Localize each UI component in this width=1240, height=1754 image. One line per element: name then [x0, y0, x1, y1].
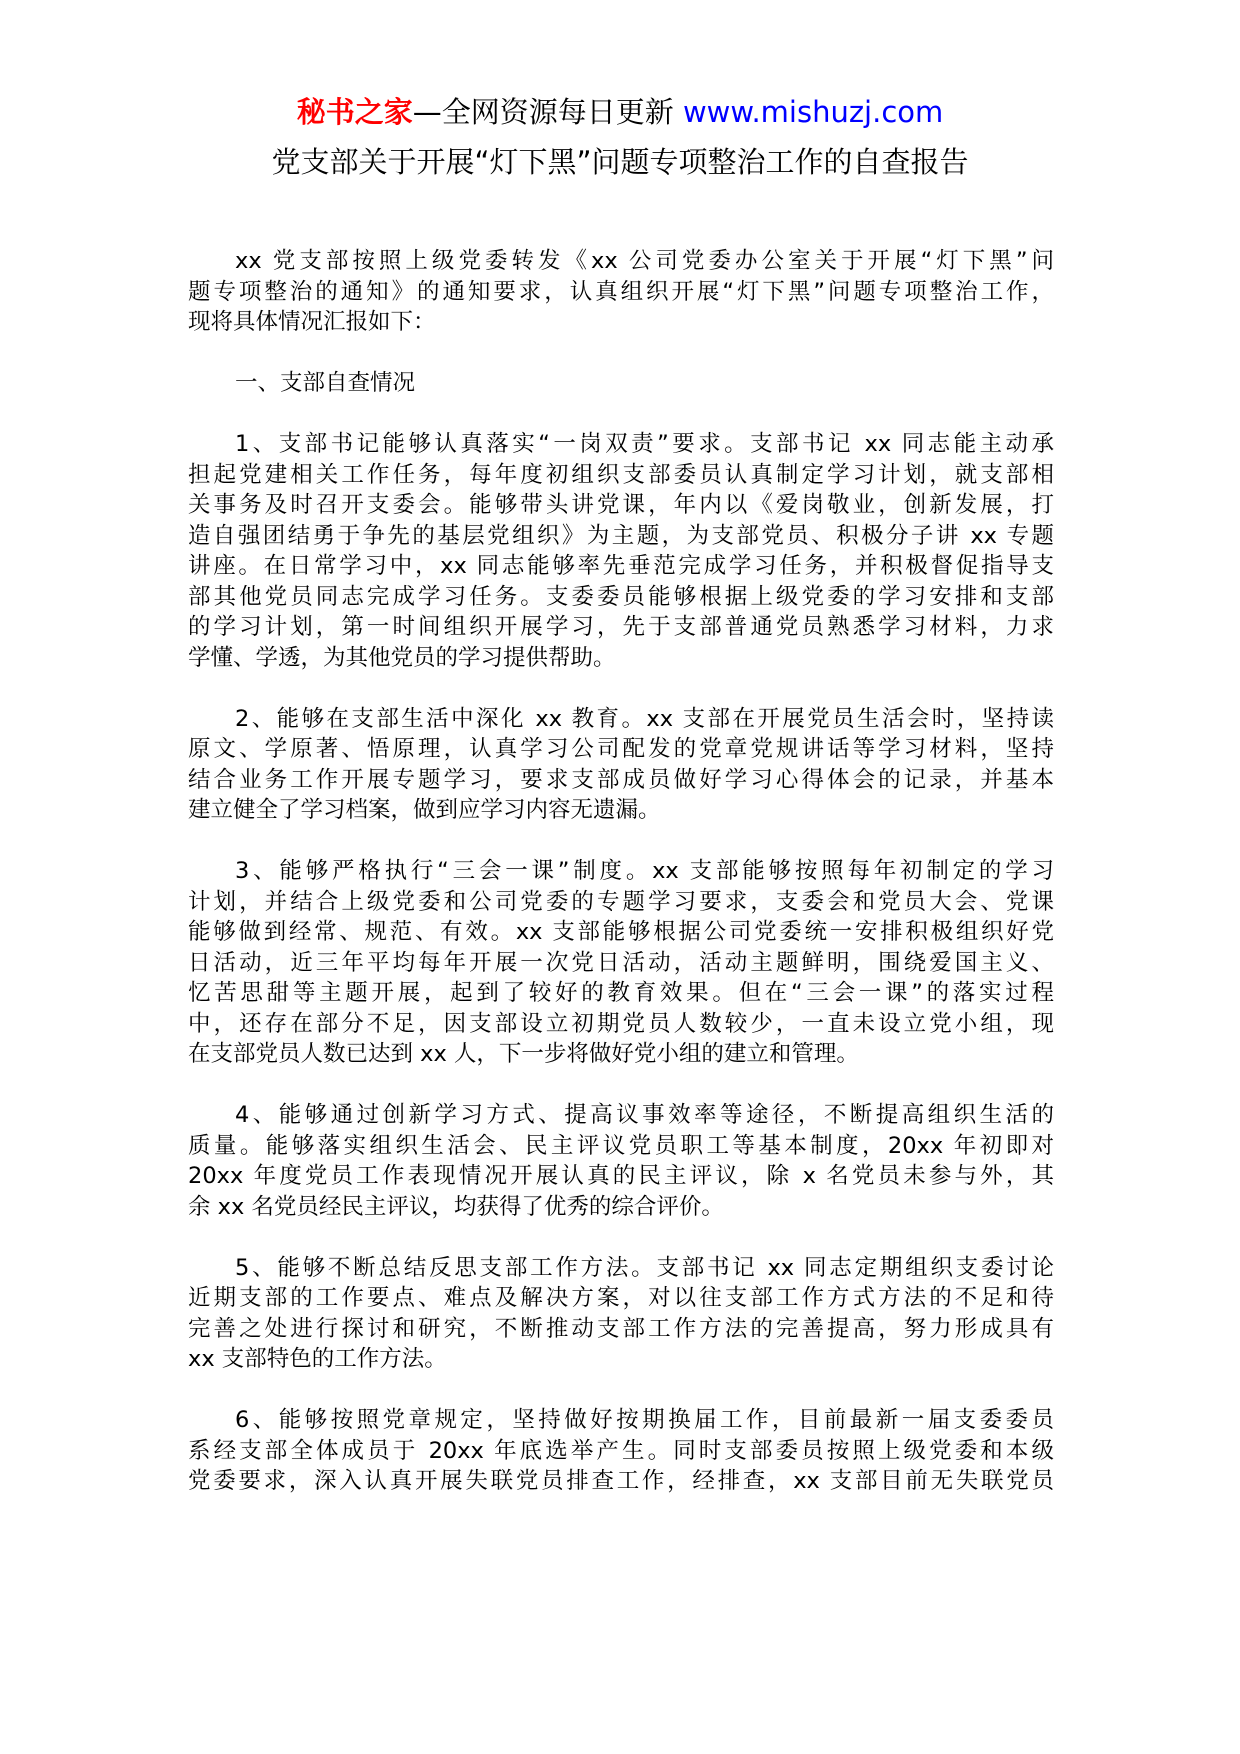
text-line: xx 支部特色的工作方法。 [188, 1346, 447, 1372]
item-5-paragraph [188, 1253, 1054, 1375]
text-line: 学懂、学透，为其他党员的学习提供帮助。 [188, 644, 616, 671]
brand-name: 秘书之家 [296, 95, 413, 129]
paragraph-spacer [188, 1375, 1054, 1406]
text-line: 系经支部全体成员于 20xx 年底选举产生。同时支部委员按照上级党委和本级 [188, 1437, 1054, 1464]
text-line: 2、能够在支部生活中深化 xx 教育。xx 支部在开展党员生活会时，坚持读 [235, 705, 1054, 732]
text-line: 关事务及时召开支委会。能够带头讲党课，年内以《爱岗敬业，创新发展，打 [188, 492, 1054, 518]
text-line: 20xx 年度党员工作表现情况开展认真的民主评议，除 x 名党员未参与外，其 [188, 1163, 1054, 1189]
text-line: 题专项整治的通知》的通知要求，认真组织开展“灯下黑”问题专项整治工作， [188, 278, 1054, 305]
text-line: 原文、学原著、悟原理，认真学习公司配发的党章党规讲话等学习材料，坚持 [188, 736, 1054, 762]
text-line: 完善之处进行探讨和研究，不断推动支部工作方法的完善提高，努力形成具有 [188, 1315, 1054, 1342]
section-heading [188, 368, 1054, 399]
document-body [188, 246, 1054, 1497]
text-line: 4、能够通过创新学习方式、提高议事效率等途径，不断提高组织生活的 [235, 1102, 1054, 1128]
text-line: 一、支部自查情况 [235, 370, 416, 396]
text-line: 现将具体情况汇报如下： [188, 309, 436, 335]
text-line: 日活动，近三年平均每年开展一次党日活动，活动主题鲜明，围绕爱国主义、 [188, 949, 1054, 976]
text-line: 中，还存在部分不足，因支部设立初期党员人数较少，一直未设立党小组，现 [188, 1010, 1054, 1037]
text-line: 党委要求，深入认真开展失联党员排查工作，经排查，xx 支部目前无失联党员 [188, 1468, 1054, 1494]
text-line: 担起党建相关工作任务，每年度初组织支部委员认真制定学习计划，就支部相 [188, 461, 1054, 488]
text-line: 近期支部的工作要点、难点及解决方案，对以往支部工作方式方法的不足和待 [188, 1285, 1054, 1311]
text-line: xx 党支部按照上级党委转发《xx 公司党委办公室关于开展“灯下黑”问 [235, 248, 1054, 274]
text-line: 的学习计划，第一时间组织开展学习，先于支部普通党员熟悉学习材料，力求 [188, 614, 1054, 640]
paragraph-spacer [188, 673, 1054, 704]
text-line: 余 xx 名党员经民主评议，均获得了优秀的综合评价。 [188, 1193, 724, 1220]
paragraph-spacer [188, 338, 1054, 369]
text-line: 质量。能够落实组织生活会、民主评议党员职工等基本制度，20xx 年初即对 [188, 1132, 1054, 1159]
text-line: 1、支部书记能够认真落实“一岗双责”要求。支部书记 xx 同志能主动承 [235, 431, 1054, 457]
text-line: 6、能够按照党章规定，坚持做好按期换届工作，目前最新一届支委委员 [235, 1407, 1054, 1433]
paragraph-spacer [188, 1070, 1054, 1101]
paragraph-spacer [188, 1222, 1054, 1253]
text-line: 忆苦思甜等主题开展，起到了较好的教育效果。但在“三会一课”的落实过程 [188, 980, 1054, 1006]
text-line: 部其他党员同志完成学习任务。支委委员能够根据上级党委的学习安排和支部 [188, 583, 1054, 610]
intro-paragraph [188, 246, 1054, 338]
text-line: 建立健全了学习档案，做到应学习内容无遗漏。 [188, 797, 661, 823]
item-4-paragraph [188, 1100, 1054, 1222]
text-line: 计划，并结合上级党委和公司党委的专题学习要求，支委会和党员大会、党课 [188, 888, 1054, 915]
item-6-paragraph [188, 1405, 1054, 1497]
text-line: 5、能够不断总结反思支部工作方法。支部书记 xx 同志定期组织支委讨论 [235, 1254, 1054, 1281]
text-line: 3、能够严格执行“三会一课”制度。xx 支部能够按照每年初制定的学习 [235, 858, 1054, 884]
text-line: 在支部党员人数已达到 xx 人，下一步将做好党小组的建立和管理。 [188, 1041, 859, 1067]
site-url-link[interactable]: www.mishuzj.com [682, 95, 944, 129]
document-title: 党支部关于开展“灯下黑”问题专项整治工作的自查报告 [271, 145, 969, 179]
paragraph-spacer [188, 826, 1054, 857]
item-2-paragraph [188, 704, 1054, 826]
banner-slogan: —全网资源每日更新 [412, 95, 683, 129]
item-3-paragraph [188, 856, 1054, 1070]
item-1-paragraph [188, 429, 1054, 673]
paragraph-spacer [188, 399, 1054, 430]
text-line: 造自强团结勇于争先的基层党组织》为主题，为支部党员、积极分子讲 xx 专题 [188, 522, 1054, 549]
site-banner [0, 92, 1240, 132]
text-line: 结合业务工作开展专题学习，要求支部成员做好学习心得体会的记录，并基本 [188, 766, 1054, 793]
text-line: 能够做到经常、规范、有效。xx 支部能够根据公司党委统一安排积极组织好党 [188, 919, 1054, 945]
text-line: 讲座。在日常学习中，xx 同志能够率先垂范完成学习任务，并积极督促指导支 [188, 553, 1054, 579]
